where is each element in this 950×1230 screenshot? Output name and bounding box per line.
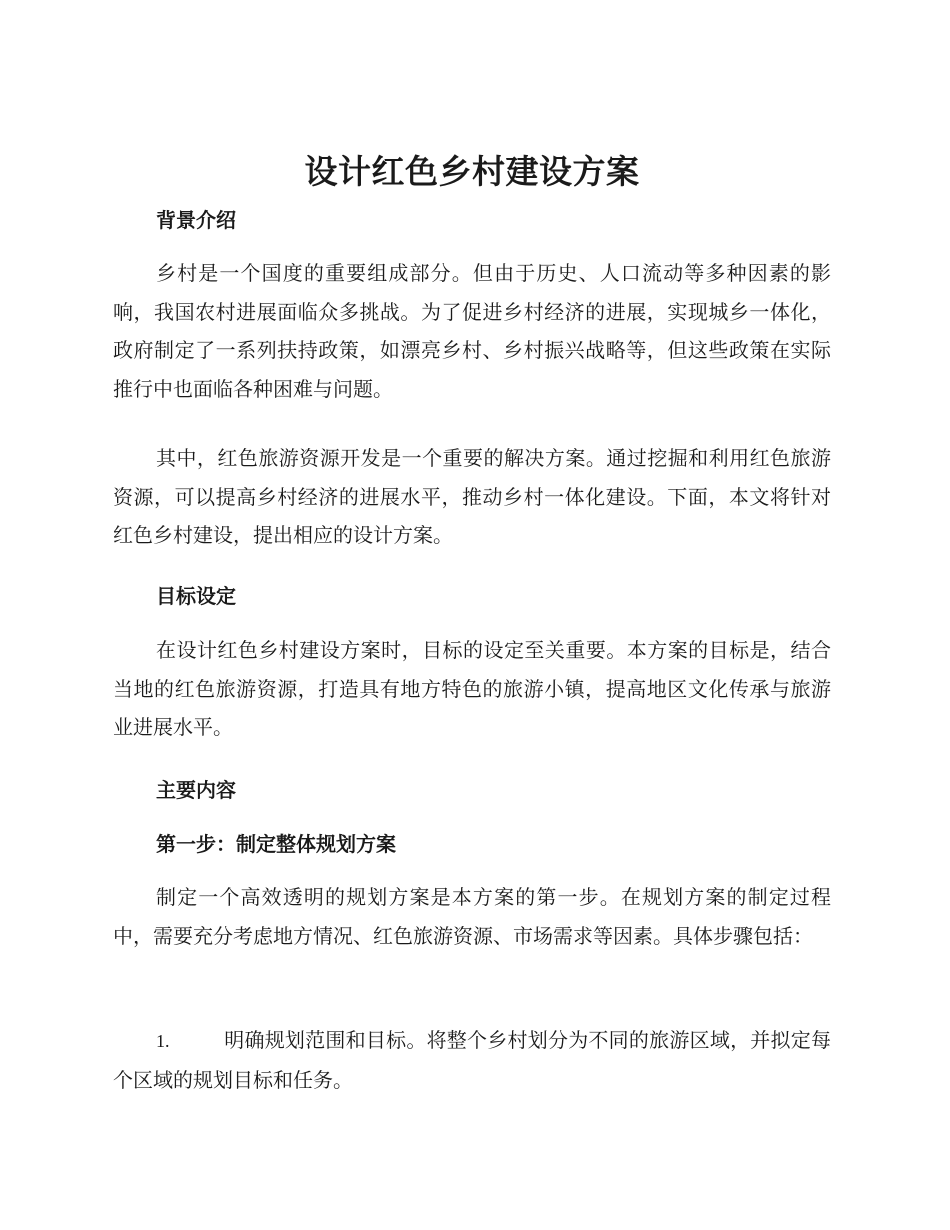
paragraph-goal-1: 在设计红色乡村建设方案时，目标的设定至关重要。本方案的目标是，结合当地的红色旅游资源，打造具有地方特色的旅游小镇，提高地区文化传承与旅游业进展水平。 — [113, 638, 831, 739]
list-item-text: 明确规划范围和目标。将整个乡村划分为不同的旅游区域，并拟定每个区域的规划目标和任务。 — [113, 1028, 831, 1092]
section-heading-background: 背景介绍 — [156, 208, 236, 232]
list-item-number: 1. — [156, 1031, 170, 1051]
section-heading-content: 主要内容 — [156, 778, 236, 802]
paragraph-background-2: 其中，红色旅游资源开发是一个重要的解决方案。通过挖掘和利用红色旅游资源，可以提高乡村经济的进展水平，推动乡村一体化建设。下面，本文将针对红色乡村建设，提出相应的设计方案。 — [113, 446, 831, 547]
section-heading-goal: 目标设定 — [156, 584, 236, 608]
list-item — [113, 1021, 831, 1099]
paragraph-background-1: 乡村是一个国度的重要组成部分。但由于历史、人口流动等多种因素的影响，我国农村进展面临众多挑战。为了促进乡村经济的进展，实现城乡一体化，政府制定了一系列扶持政策，如漂亮乡村、乡村振兴战略等，但这些政策在实际推行中也面临各种困难与问题。 — [113, 261, 831, 401]
paragraph-step1-1: 制定一个高效透明的规划方案是本方案的第一步。在规划方案的制定过程中，需要充分考虑地方情况、红色旅游资源、市场需求等因素。具体步骤包括： — [113, 885, 831, 948]
document-title: 设计红色乡村建设方案 — [304, 152, 640, 191]
section-heading-step1: 第一步：制定整体规划方案 — [156, 832, 396, 856]
